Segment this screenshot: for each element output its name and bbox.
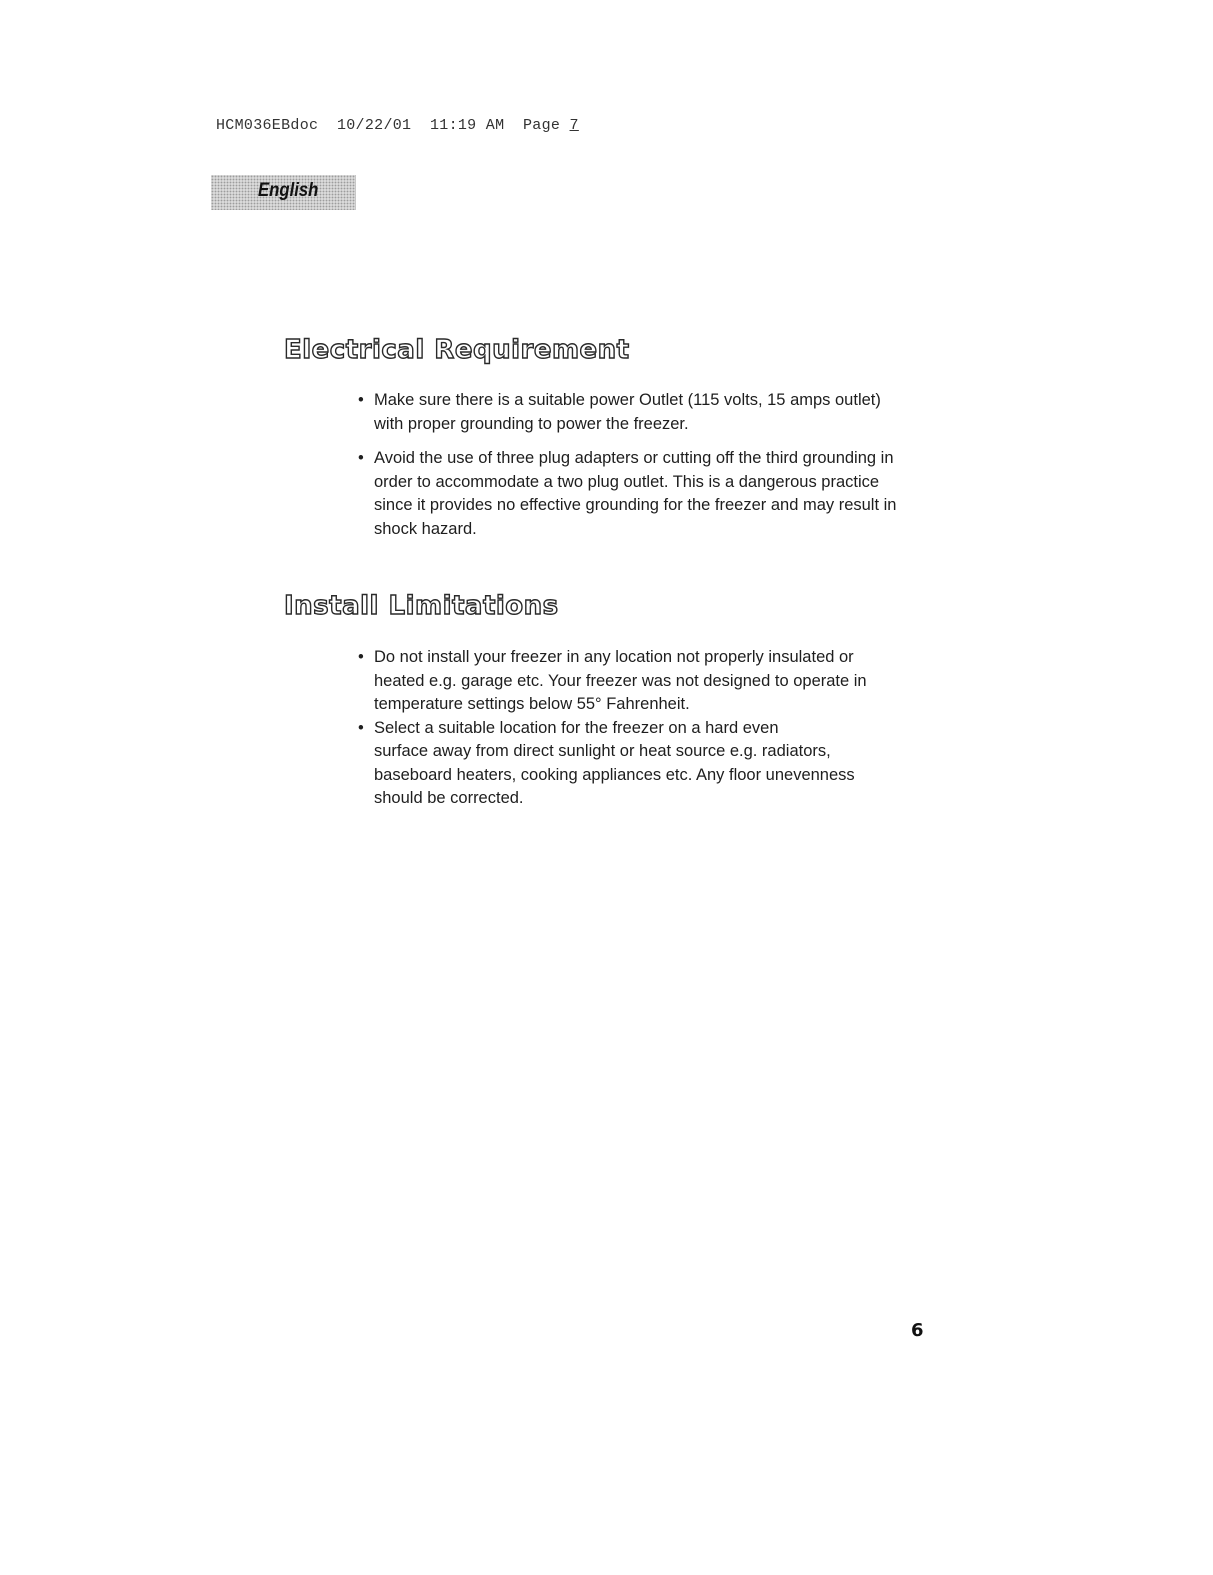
language-tab [211, 175, 356, 210]
bullet-icon: • [358, 648, 364, 666]
text-line: shock hazard. [374, 519, 477, 538]
text-line: with proper grounding to power the freezer. [374, 414, 689, 433]
heading-install-limitations: Install Limitations [284, 591, 559, 621]
heading-electrical-requirement: Electrical Requirement [284, 335, 630, 365]
text-line: Avoid the use of three plug adapters or cutting off the third grounding in [374, 449, 894, 467]
text-line: Select a suitable location for the freezer on a hard even [374, 718, 779, 737]
text-line: since it provides no effective grounding for the freezer and may result in [374, 496, 897, 514]
text-line: baseboard heaters, cooking appliances etc. Any floor unevenness [374, 765, 855, 784]
electrical-requirement-list [358, 389, 938, 541]
bullet-icon: • [358, 449, 364, 467]
text-line: should be corrected. [374, 789, 524, 807]
header-date: 10/22/01 [336, 117, 412, 134]
document-header [216, 117, 579, 134]
text-line: heated e.g. garage etc. Your freezer was not designed to operate in [374, 671, 867, 690]
header-file-name: HCM036EBdoc [216, 117, 319, 134]
page-number: 6 [911, 1320, 924, 1341]
text-line: Make sure there is a suitable power Outlet (115 volts, 15 amps outlet) [374, 391, 881, 409]
header-time: 11:19 AM [429, 117, 505, 134]
list-item [358, 447, 938, 541]
bullet-icon: • [358, 718, 364, 737]
list-item [358, 646, 938, 717]
header-page-label: Page [523, 117, 561, 134]
text-line: temperature settings below 55° Fahrenheit. [374, 695, 690, 713]
text-line: order to accommodate a two plug outlet. This is a dangerous practice [374, 472, 880, 491]
text-line: Do not install your freezer in any location not properly insulated or [374, 648, 854, 666]
list-item [358, 717, 938, 811]
header-page-number: 7 [569, 117, 579, 134]
text-line: surface away from direct sunlight or heat source e.g. radiators, [374, 742, 831, 760]
language-tab-label: English [258, 180, 319, 201]
bullet-icon: • [358, 391, 364, 409]
install-limitations-list [358, 646, 938, 811]
list-item [358, 389, 938, 436]
